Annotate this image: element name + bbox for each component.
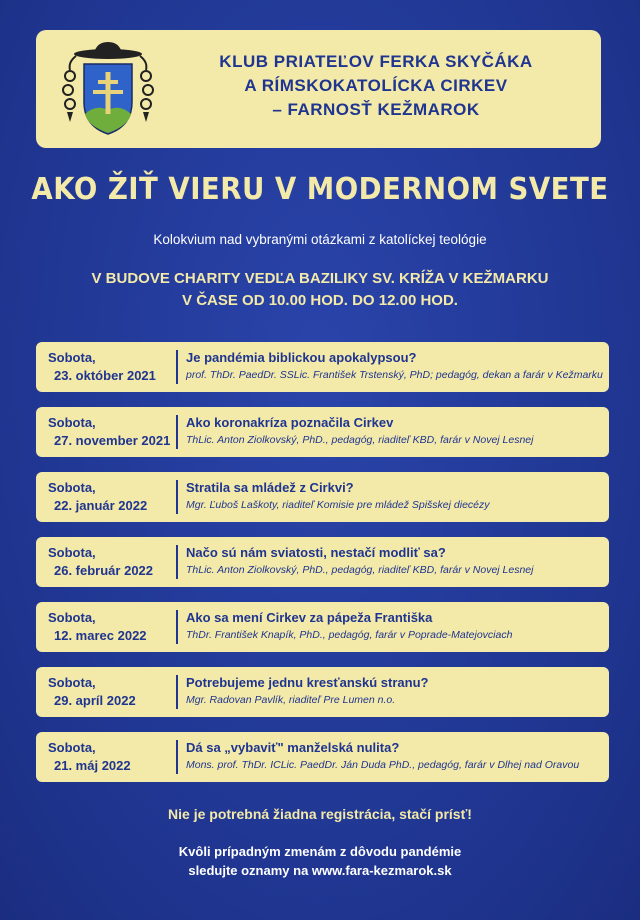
event-date-value: 27. november 2021 xyxy=(54,433,171,448)
event-divider xyxy=(176,610,178,644)
event-details xyxy=(186,674,606,708)
event-day: Sobota, xyxy=(48,480,96,495)
event-speaker: Mgr. Radovan Pavlík, riaditeľ Pre Lumen n.o. xyxy=(186,694,396,706)
pandemic-note-line-1: Kvôli prípadným zmenám z dôvodu pandémie xyxy=(178,844,462,859)
event-date-value: 26. február 2022 xyxy=(54,563,154,578)
organizer-line-2: A RÍMSKOKATOLÍCKA CIRKEV xyxy=(244,76,508,95)
event-divider xyxy=(176,675,178,709)
pandemic-note xyxy=(0,842,640,880)
event-divider xyxy=(176,415,178,449)
poster-subtitle: Kolokvium nad vybranými otázkami z katolíckej teológie xyxy=(153,232,487,247)
venue-info xyxy=(0,268,640,312)
event-day: Sobota, xyxy=(48,740,96,755)
event-details xyxy=(186,544,606,578)
event-speaker: Mgr. Ľuboš Laškoty, riaditeľ Komisie pre mládež Spišskej diecézy xyxy=(186,499,490,511)
event-divider xyxy=(176,545,178,579)
event-divider xyxy=(176,350,178,384)
venue-location: V BUDOVE CHARITY VEDĽA BAZILIKY SV. KRÍŽA V KEŽMARKU xyxy=(91,270,549,287)
event-item xyxy=(36,407,609,457)
event-details xyxy=(186,349,606,383)
event-topic: Stratila sa mládež z Cirkvi? xyxy=(186,480,354,495)
event-details xyxy=(186,739,606,773)
event-speaker: ThLic. Anton Ziolkovský, PhD., pedagóg, riaditeľ KBD, farár v Novej Lesnej xyxy=(186,434,534,446)
event-speaker: prof. ThDr. PaedDr. SSLic. František Trstenský, PhD; pedagóg, dekan a farár v Kežmarku xyxy=(186,369,603,381)
venue-time: V ČASE OD 10.00 HOD. DO 12.00 HOD. xyxy=(182,292,458,309)
organizer-heading xyxy=(176,50,576,122)
event-speaker: Mons. prof. ThDr. ICLic. PaedDr. Ján Duda PhD., pedagóg, farár v Dlhej nad Oravou xyxy=(186,759,580,771)
organizer-line-1: KLUB PRIATEĽOV FERKA SKYČÁKA xyxy=(219,52,533,71)
event-divider xyxy=(176,480,178,514)
event-day: Sobota, xyxy=(48,610,96,625)
event-date-value: 21. máj 2022 xyxy=(54,758,131,773)
event-item xyxy=(36,537,609,587)
organizer-line-3: – FARNOSŤ KEŽMAROK xyxy=(272,100,480,119)
event-details xyxy=(186,414,606,448)
event-day: Sobota, xyxy=(48,675,96,690)
event-date-value: 23. október 2021 xyxy=(54,368,156,383)
header-banner xyxy=(36,30,601,148)
event-day: Sobota, xyxy=(48,545,96,560)
event-item xyxy=(36,342,609,392)
event-speaker: ThDr. František Knapík, PhD., pedagóg, farár v Poprade-Matejovciach xyxy=(186,629,513,641)
website-note: sledujte oznamy na www.fara-kezmarok.sk xyxy=(188,863,452,878)
event-divider xyxy=(176,740,178,774)
event-topic: Ako sa mení Cirkev za pápeža Františka xyxy=(186,610,433,625)
event-date-value: 29. apríl 2022 xyxy=(54,693,136,708)
event-topic: Dá sa „vybaviť" manželská nulita? xyxy=(186,740,400,755)
event-speaker: ThLic. Anton Ziolkovský, PhD., pedagóg, riaditeľ KBD, farár v Novej Lesnej xyxy=(186,564,534,576)
event-details xyxy=(186,479,606,513)
event-item xyxy=(36,667,609,717)
event-details xyxy=(186,609,606,643)
event-topic: Načo sú nám sviatosti, nestačí modliť sa? xyxy=(186,545,446,560)
event-topic: Ako koronakríza poznačila Cirkev xyxy=(186,415,394,430)
poster-title: AKO ŽIŤ VIERU V MODERNOM SVETE xyxy=(31,172,609,207)
coat-of-arms-icon xyxy=(58,40,158,140)
event-day: Sobota, xyxy=(48,415,96,430)
event-date-value: 22. január 2022 xyxy=(54,498,148,513)
event-topic: Je pandémia biblickou apokalypsou? xyxy=(186,350,417,365)
event-item xyxy=(36,602,609,652)
event-date-value: 12. marec 2022 xyxy=(54,628,147,643)
registration-note: Nie je potrebná žiadna registrácia, stačí prísť! xyxy=(168,806,472,822)
event-day: Sobota, xyxy=(48,350,96,365)
event-topic: Potrebujeme jednu kresťanskú stranu? xyxy=(186,675,429,690)
event-item xyxy=(36,472,609,522)
event-item xyxy=(36,732,609,782)
